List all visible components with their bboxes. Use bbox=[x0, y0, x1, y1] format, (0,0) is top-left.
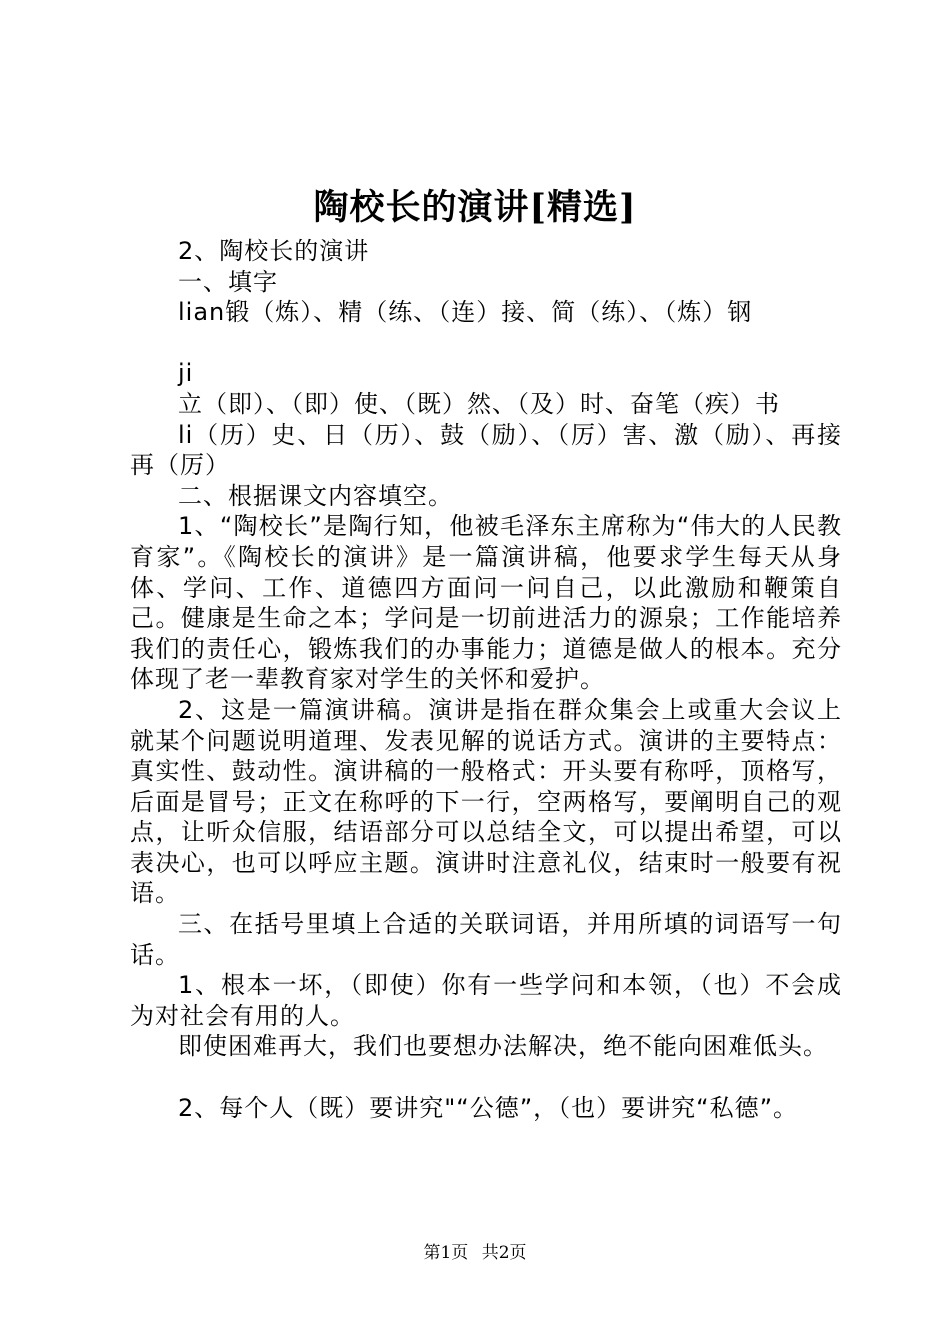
exercise-line: lian锻（炼）、精（练、（连）接、简（练）、（炼）钢 bbox=[178, 298, 753, 327]
page-total: 共2页 bbox=[481, 1243, 527, 1263]
body-paragraph: 2、每个人（既）要讲究"“公德”，（也）要讲究“私德”。 bbox=[178, 1093, 799, 1122]
part-heading: 二、根据课文内容填空。 bbox=[178, 481, 453, 510]
body-paragraph: 1、根本一坏，（即使）你有一些学问和本领，（也）不会成为对社会有用的人。 bbox=[130, 971, 842, 1030]
example-sentence: 即使困难再大，我们也要想办法解决，绝不能向困难低头。 bbox=[178, 1032, 828, 1061]
exercise-line: 立（即）、（即）使、（既）然、（及）时、奋笔（疾）书 bbox=[178, 389, 780, 418]
document-body bbox=[130, 236, 842, 1123]
part-heading: 一、填字 bbox=[178, 267, 278, 296]
exercise-line: li（历）史、日（历）、鼓（励）、（厉）害、激（励）、再接再（厉） bbox=[130, 420, 842, 480]
section-heading: 2、陶校长的演讲 bbox=[178, 237, 370, 265]
part-heading: 三、在括号里填上合适的关联词语，并用所填的词语写一句话。 bbox=[130, 910, 842, 969]
spacer bbox=[130, 328, 842, 359]
pinyin-label: ji bbox=[178, 359, 194, 388]
document-title: 陶校长的演讲[精选] bbox=[313, 187, 637, 228]
body-paragraph: 2、这是一篇演讲稿。演讲是指在群众集会上或重大会议上就某个问题说明道理、发表见解的说话方式。演讲的主要特点：真实性、鼓动性。演讲稿的一般格式：开头要有称呼，顶格写，后面是冒号；正文在称呼的下一行，空两格写，要阐明自己的观点，让听众信服，结语部分可以总结全文，可以提出希望，可以表决心，也可以呼应主题。演讲时注意礼仪，结束时一般要有祝语。 bbox=[130, 695, 842, 908]
body-paragraph: 1、“陶校长”是陶行知，他被毛泽东主席称为“伟大的人民教育家”。《陶校长的演讲》是一篇演讲稿，他要求学生每天从身体、学问、工作、道德四方面问一问自己，以此激励和鞭策自己。健康是生命之本；学问是一切前进活力的源泉；工作能培养我们的责任心，锻炼我们的办事能力；道德是做人的根本。充分体现了老一辈教育家对学生的关怀和爱护。 bbox=[130, 512, 842, 694]
spacer bbox=[130, 1062, 842, 1093]
page-number: 第1页 bbox=[423, 1243, 469, 1263]
page-footer bbox=[0, 1241, 950, 1265]
